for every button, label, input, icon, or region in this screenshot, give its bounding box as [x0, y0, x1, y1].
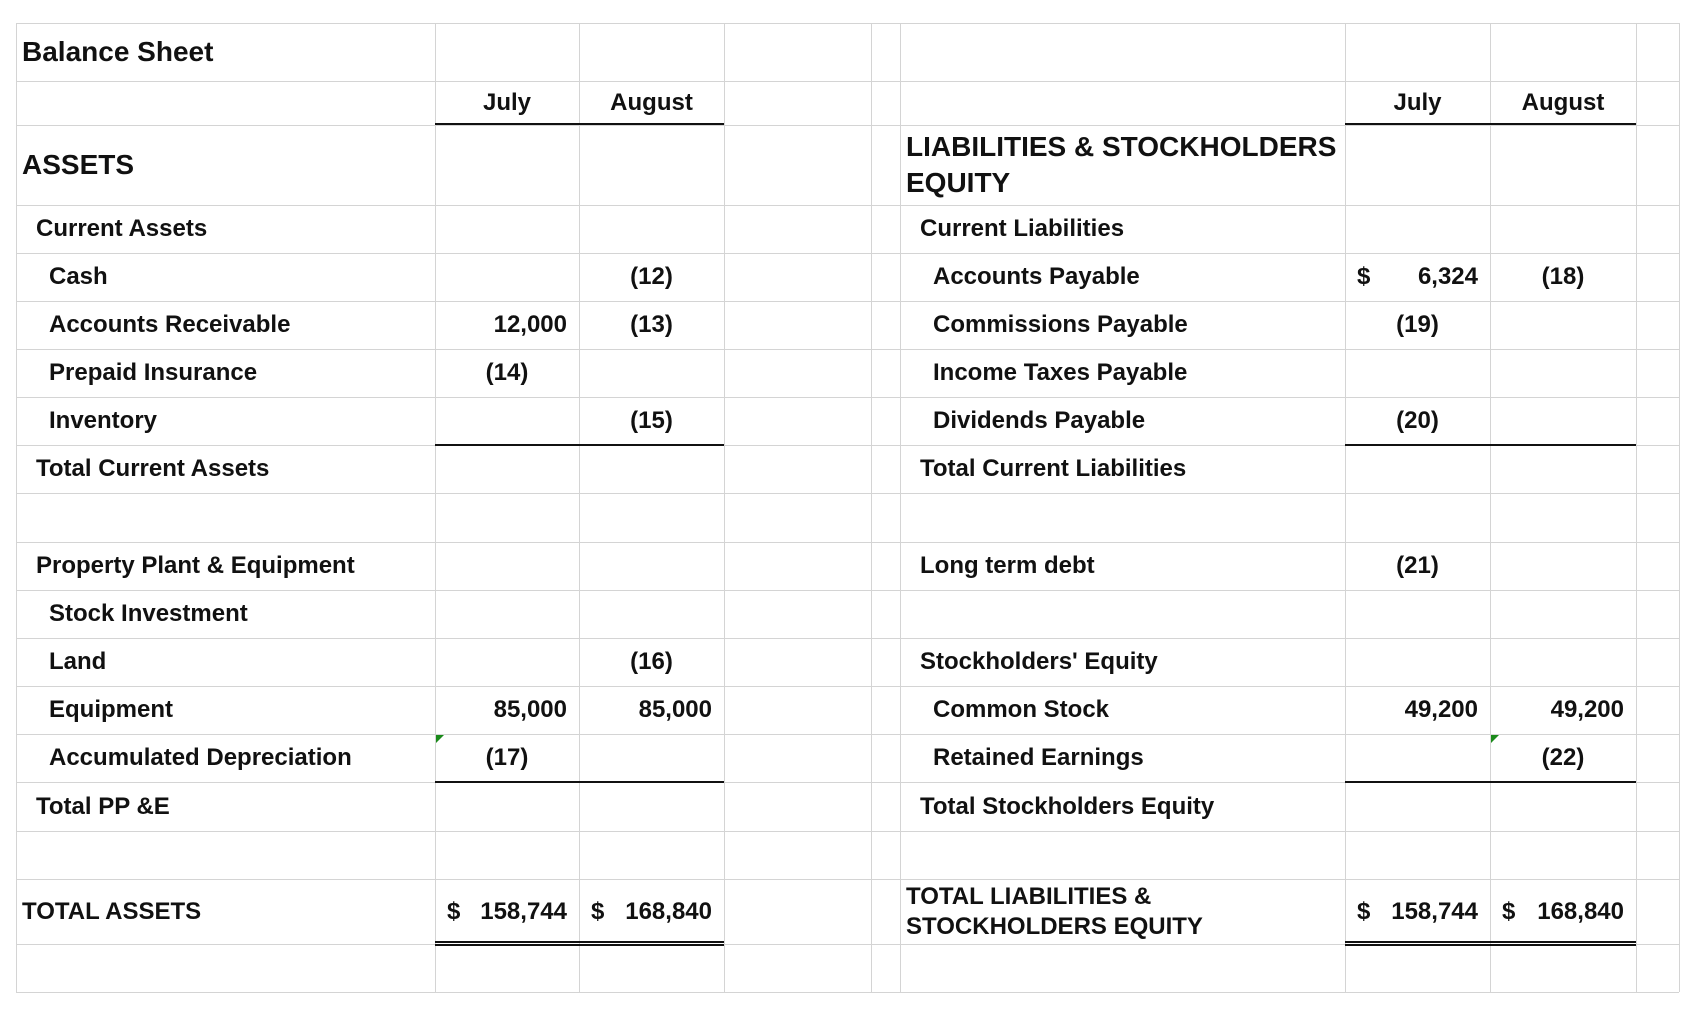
left-cell-august-2: (13) [630, 311, 673, 338]
gridline-horizontal [16, 397, 1679, 398]
right-row-label-accounts-payable: Accounts Payable [933, 263, 1140, 290]
gridline-vertical [724, 23, 725, 992]
right-cell-july-7: (21) [1396, 552, 1439, 579]
gridline-horizontal [16, 686, 1679, 687]
gridline-horizontal [16, 349, 1679, 350]
right-row-label-retained-earnings: Retained Earnings [933, 744, 1144, 771]
right-row-label-current-liabilities: Current Liabilities [920, 215, 1125, 242]
left-cell-july-10: 85,000 [493, 696, 567, 723]
total-assets-label: TOTAL ASSETS [22, 898, 202, 925]
left-row-label-stock-investment: Stock Investment [49, 600, 248, 627]
subtotal-underline [1345, 781, 1636, 783]
left-total-august: 168,840 [625, 898, 712, 925]
currency-symbol: $ [1502, 898, 1516, 925]
gridline-vertical [16, 23, 17, 992]
right-cell-august-10: 49,200 [1550, 696, 1624, 723]
gridline-vertical [900, 23, 901, 992]
gridline-vertical [871, 23, 872, 992]
left-row-label-accumulated-depreciation: Accumulated Depreciation [49, 744, 352, 771]
comment-marker [436, 735, 444, 743]
total-liabilities-label: TOTAL LIABILITIES & STOCKHOLDERS EQUITY [906, 883, 1203, 940]
right-row-label-total-current-liabilities: Total Current Liabilities [920, 455, 1187, 482]
left-row-label-current-assets: Current Assets [36, 215, 208, 242]
left-cell-july-3: (14) [485, 359, 529, 386]
left-cell-august-10: 85,000 [638, 696, 712, 723]
header-underline [435, 123, 724, 125]
left-cell-august-9: (16) [630, 648, 673, 675]
left-row-label-cash: Cash [49, 263, 108, 290]
gridline-horizontal [16, 253, 1679, 254]
left-total-july: 158,744 [480, 898, 567, 925]
gridline-horizontal [16, 125, 1679, 126]
gridline-vertical [1345, 23, 1346, 992]
total-double-underline [1345, 941, 1636, 946]
right-total-august: 168,840 [1537, 898, 1624, 925]
gridline-horizontal [16, 992, 1679, 993]
gridline-horizontal [16, 831, 1679, 832]
right-total-july: 158,744 [1391, 898, 1478, 925]
right-row-label-income-taxes-payable: Income Taxes Payable [933, 359, 1188, 386]
left-cell-july-2: 12,000 [493, 311, 567, 338]
total-double-underline [435, 941, 724, 946]
subtotal-underline [1345, 444, 1636, 446]
left-row-label-accounts-receivable: Accounts Receivable [49, 311, 291, 338]
right-row-label-total-stockholders-equity: Total Stockholders Equity [920, 793, 1215, 820]
currency-symbol: $ [1357, 898, 1371, 925]
gridline-vertical [1679, 23, 1680, 992]
subtotal-underline [435, 781, 724, 783]
left-cell-july-11: (17) [485, 744, 529, 771]
gridline-horizontal [16, 301, 1679, 302]
right-cell-august-1: (18) [1541, 263, 1585, 290]
gridline-vertical [1490, 23, 1491, 992]
gridline-horizontal [16, 493, 1679, 494]
page-title: Balance Sheet [22, 36, 214, 67]
right-col-july-header: July [1393, 89, 1442, 116]
right-cell-july-10: 49,200 [1404, 696, 1478, 723]
left-row-label-total-current-assets: Total Current Assets [36, 455, 270, 482]
right-cell-july-4: (20) [1396, 407, 1439, 434]
currency-symbol: $ [1357, 263, 1371, 290]
currency-symbol: $ [447, 898, 461, 925]
right-col-august-header: August [1521, 89, 1605, 116]
gridline-horizontal [16, 205, 1679, 206]
gridline-horizontal [16, 590, 1679, 591]
header-underline [1345, 123, 1636, 125]
right-row-label-dividends-payable: Dividends Payable [933, 407, 1146, 434]
gridline-horizontal [16, 734, 1679, 735]
gridline-horizontal [16, 81, 1679, 82]
gridline-horizontal [16, 879, 1679, 880]
left-cell-august-1: (12) [630, 263, 673, 290]
left-row-label-inventory: Inventory [49, 407, 158, 434]
right-row-label-long-term-debt: Long term debt [920, 552, 1095, 579]
left-col-july-header: July [482, 89, 532, 116]
gridline-horizontal [16, 638, 1679, 639]
gridline-vertical [579, 23, 580, 992]
left-row-label-total-pp-e: Total PP &E [36, 793, 170, 820]
left-row-label-prepaid-insurance: Prepaid Insurance [49, 359, 258, 386]
gridline-vertical [435, 23, 436, 992]
right-row-label-stockholders-equity: Stockholders' Equity [920, 648, 1158, 675]
left-col-august-header: August [610, 89, 693, 116]
right-row-label-commissions-payable: Commissions Payable [933, 311, 1188, 338]
left-row-label-equipment: Equipment [49, 696, 173, 723]
subtotal-underline [435, 444, 724, 446]
gridline-vertical [1636, 23, 1637, 992]
liabilities-heading: LIABILITIES & STOCKHOLDERS EQUITY [906, 131, 1337, 198]
gridline-horizontal [16, 23, 1679, 24]
currency-symbol: $ [591, 898, 605, 925]
right-cell-july-1: 6,324 [1417, 263, 1478, 290]
right-row-label-common-stock: Common Stock [933, 696, 1110, 723]
left-row-label-property-plant-equipment: Property Plant & Equipment [36, 552, 355, 579]
right-cell-august-11: (22) [1541, 744, 1585, 771]
gridline-horizontal [16, 542, 1679, 543]
assets-heading: ASSETS [22, 149, 135, 180]
left-cell-august-4: (15) [630, 407, 673, 434]
comment-marker [1491, 735, 1499, 743]
left-row-label-land: Land [49, 648, 107, 675]
right-cell-july-2: (19) [1396, 311, 1439, 338]
